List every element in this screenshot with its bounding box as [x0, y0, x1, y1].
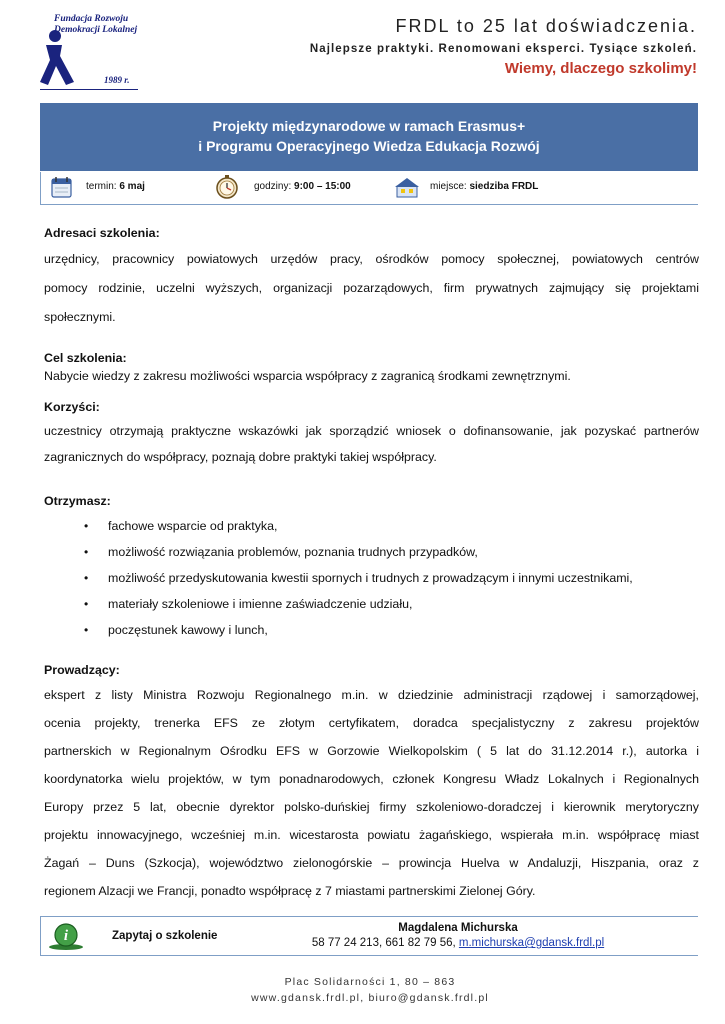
header-subtitle: Najlepsze praktyki. Renomowani eksperci. Tysiące szkoleń.: [309, 43, 697, 55]
logo-org-line1: Fundacja Rozwoju: [54, 14, 129, 24]
logo-underline: [40, 89, 138, 90]
ask-about-course: Zapytaj o szkolenie: [112, 930, 218, 942]
prowadzacy-line-4: koordynatorka wielu projektów, w tym ponadnarodowych, członek Kongresu Władz Lokalnych i Regionalnych: [44, 772, 699, 786]
prowadzacy-line-6: projektu innowacyjnego, wcześniej m.in. wicestarosta powiatu żagańskiego, wspierała m.in. współpracę miast: [44, 828, 699, 842]
cel-heading: Cel szkolenia:: [44, 351, 127, 365]
contact-details: [288, 936, 628, 951]
prowadzacy-line-5: Europy przez 5 lat, obecnie dyrektor polsko-duńskiej firmy szkoleniowo-doradczej i kierownik merytoryczny: [44, 800, 699, 814]
list-item: • materiały szkoleniowe i imienne zaświadczenie udziału,: [44, 591, 699, 617]
prowadzacy-line-7: Żagań – Duns (Szkocja), województwo zielonogórskie – prowincja Huelva w Andaluzji, Hiszpania, oraz z: [44, 856, 699, 870]
logo-year: 1989 r.: [104, 75, 130, 85]
logo-org-name: [54, 14, 137, 36]
footer: [0, 974, 725, 1006]
svg-text:i: i: [63, 928, 69, 944]
course-title-line1: Projekty międzynarodowe w ramach Erasmus+: [212, 118, 526, 134]
info-icon: [46, 921, 86, 951]
course-title-line2: i Programu Operacyjnego Wiedza Edukacja Rozwój: [198, 138, 540, 154]
adresaci-line-1: urzędnicy, pracownicy powiatowych urzędów pracy, ośrodków pomocy społecznej, powiatowych centrów: [44, 252, 699, 266]
list-item: • możliwość rozwiązania problemów, poznania trudnych przypadków,: [44, 539, 699, 565]
place-label: miejsce:: [430, 181, 467, 192]
place-value: siedziba FRDL: [469, 181, 539, 192]
otrzymasz-heading: Otrzymasz:: [44, 494, 111, 508]
header-slogan: Wiemy, dlaczego szkolimy!: [504, 60, 697, 77]
hours-value: 9:00 – 15:00: [294, 181, 351, 192]
footer-address: Plac Solidarności 1, 80 – 863: [284, 976, 456, 988]
korzysci-line-1: uczestnicy otrzymają praktyczne wskazówki jak sporządzić wniosek o dofinansowanie, jak pozyskać partnerów: [44, 424, 699, 438]
contact-box: [40, 916, 698, 956]
header: [310, 16, 697, 77]
adresaci-line-2: pomocy rodzinie, uczelni wyższych, organizacji pozarządowych, firm prywatnych zajmujący się projektami: [44, 281, 699, 295]
prowadzacy-line-8: regionem Alzacji we Francji, ponadto współpracę z 7 miastami partnerskimi Zielonej Góry.: [44, 884, 536, 898]
date-value: 6 maj: [119, 181, 145, 192]
calendar-icon: [50, 174, 74, 200]
footer-web: www.gdansk.frdl.pl, biuro@gdansk.frdl.pl: [251, 992, 489, 1004]
clock-icon: [214, 174, 240, 200]
adresaci-heading: Adresaci szkolenia:: [44, 226, 160, 240]
korzysci-heading: Korzyści:: [44, 400, 100, 414]
list-item: • możliwość przedyskutowania kwestii spornych i trudnych z prowadzącym i innymi uczestnikami,: [44, 565, 699, 591]
contact-name: Magdalena Michurska: [398, 922, 518, 934]
place-info: [430, 181, 538, 192]
korzysci-line-2: zagranicznych do współpracy, poznają dobre praktyki takiej współpracy.: [44, 450, 437, 464]
prowadzacy-line-1: ekspert z listy Ministra Rozwoju Regionalnego m.in. w dziedzinie administracji rządowej i samorządowej,: [44, 688, 699, 702]
contact-phones: 58 77 24 213, 661 82 79 56,: [311, 937, 459, 949]
prowadzacy-line-3: partnerskich w Regionalnym Ośrodku EFS w Gorzowie Wielkopolskim ( 5 lat do 31.12.2014 r.), autorka i: [44, 744, 699, 758]
hours-info: [254, 181, 351, 192]
course-title-banner: [40, 103, 698, 171]
logo-org-line2: Demokracji Lokalnej: [54, 25, 138, 35]
cel-text: Nabycie wiedzy z zakresu możliwości wsparcia współpracy z zagranicą środkami zewnętrznymi.: [44, 369, 571, 383]
hours-label: godziny:: [254, 181, 292, 192]
adresaci-line-3: społecznymi.: [44, 310, 116, 324]
date-label: termin:: [86, 181, 117, 192]
prowadzacy-line-2: ocenia projekty, trenerka EFS ze złotym certyfikatem, doradca specjalistyczny z zakresu projektów: [44, 716, 699, 730]
prowadzacy-heading: Prowadzący:: [44, 663, 120, 677]
course-info-row: [40, 172, 698, 205]
list-item: • poczęstunek kawowy i lunch,: [44, 617, 699, 643]
header-title: FRDL to 25 lat doświadczenia.: [395, 16, 697, 36]
contact-person: [288, 921, 628, 951]
course-description: [44, 220, 699, 904]
list-item: • fachowe wsparcie od praktyka,: [44, 513, 699, 539]
contact-email-link[interactable]: m.michurska@gdansk.frdl.pl: [458, 937, 605, 949]
frdl-logo: [40, 12, 140, 92]
contact-left-border: [40, 917, 41, 955]
otrzymasz-list: [44, 513, 699, 643]
date-info: [86, 181, 145, 192]
location-building-icon: [394, 174, 420, 200]
